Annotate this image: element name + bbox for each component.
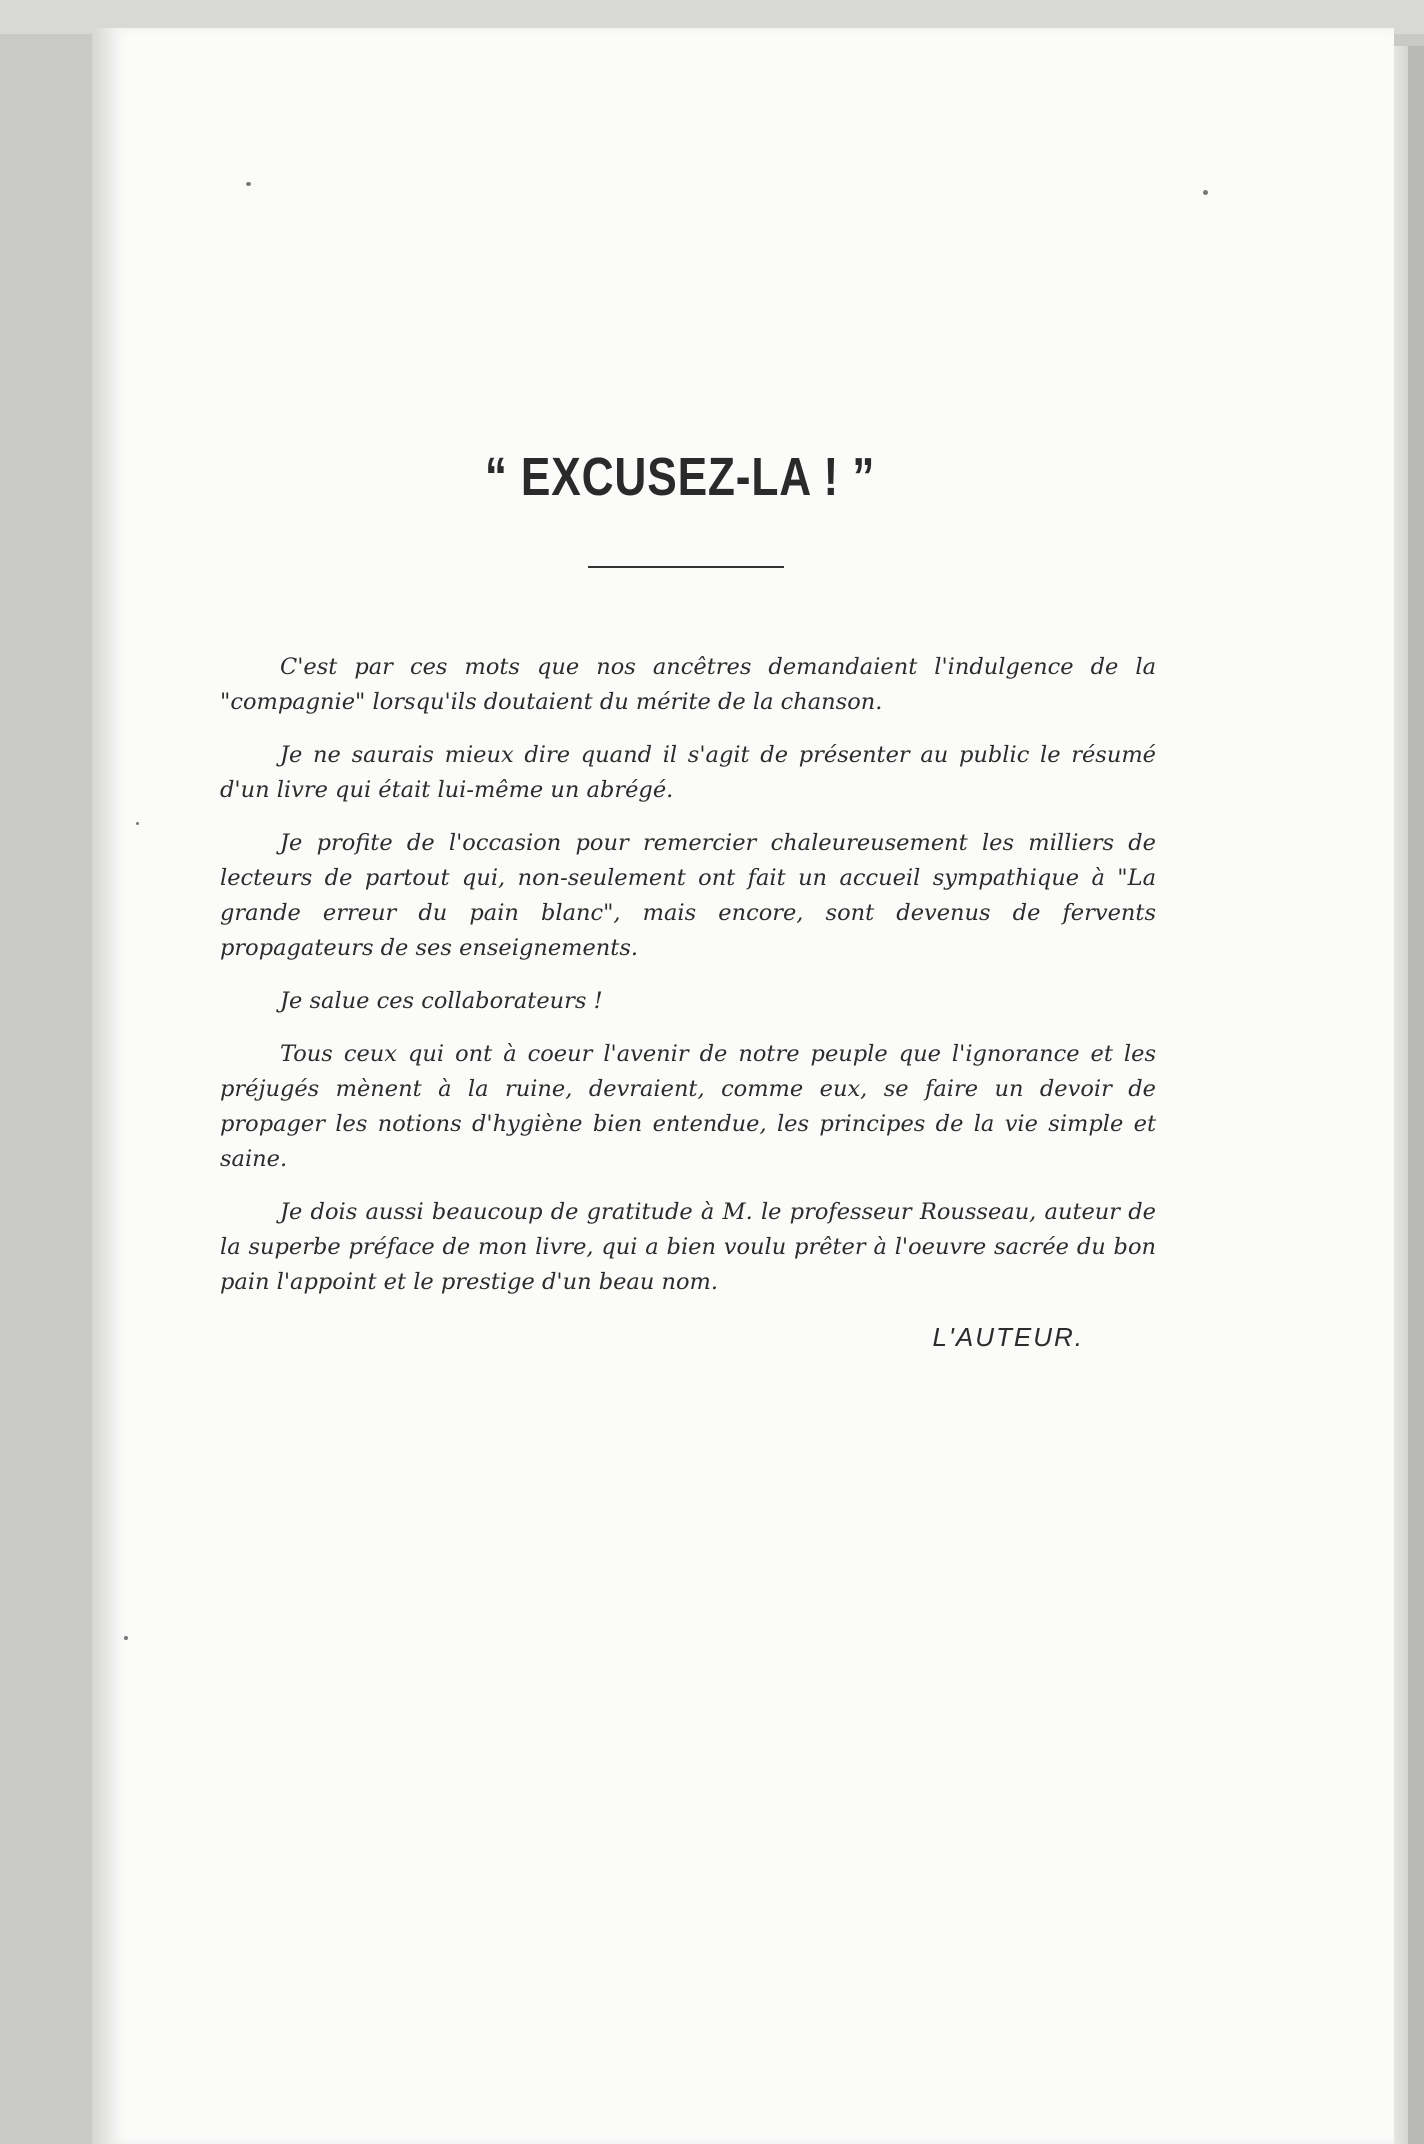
page-left-edge [92, 28, 114, 2144]
scan-speck [124, 1636, 128, 1640]
paragraph-4: Je salue ces collaborateurs ! [280, 988, 603, 1014]
scan-speck [1203, 190, 1208, 195]
page-title: “ EXCUSEZ-LA ! ” [484, 447, 876, 508]
page-right-strip [1408, 46, 1424, 2144]
paragraph-2: Je ne saurais mieux dire quand il s'agit de présenter au public le résumé d'un livre qui était lui-même un abrégé. [220, 742, 1156, 803]
body-text [220, 650, 1156, 1318]
author-signature: L'AUTEUR. [932, 1322, 1084, 1352]
scan-speck [136, 822, 139, 825]
title-divider [588, 566, 784, 568]
paragraph-6: Je dois aussi beaucoup de gratitude à M. le professeur Rousseau, auteur de la superbe préface de mon livre, qui a bien voulu prêter à l'oeuvre sacrée du bon pain l'appoint et le prestige d'un beau nom. [220, 1199, 1156, 1295]
paragraph-3: Je profite de l'occasion pour remercier chaleureusement les milliers de lecteurs de partout qui, non-seulement ont fait un accueil sympathique à "La grande erreur du pain blanc", mais encore, sont devenus de fervents propagateurs de ses enseignements. [220, 830, 1156, 961]
paragraph-1: C'est par ces mots que nos ancêtres demandaient l'indulgence de la "compagnie" lorsqu'ils doutaient du mérite de la chanson. [220, 654, 1156, 715]
paragraph-5: Tous ceux qui ont à coeur l'avenir de notre peuple que l'ignorance et les préjugés mènent à la ruine, devraient, comme eux, se faire un devoir de propager les notions d'hygiène bien entendue, les principes de la vie simple et saine. [220, 1041, 1156, 1172]
scan-speck [246, 182, 251, 186]
